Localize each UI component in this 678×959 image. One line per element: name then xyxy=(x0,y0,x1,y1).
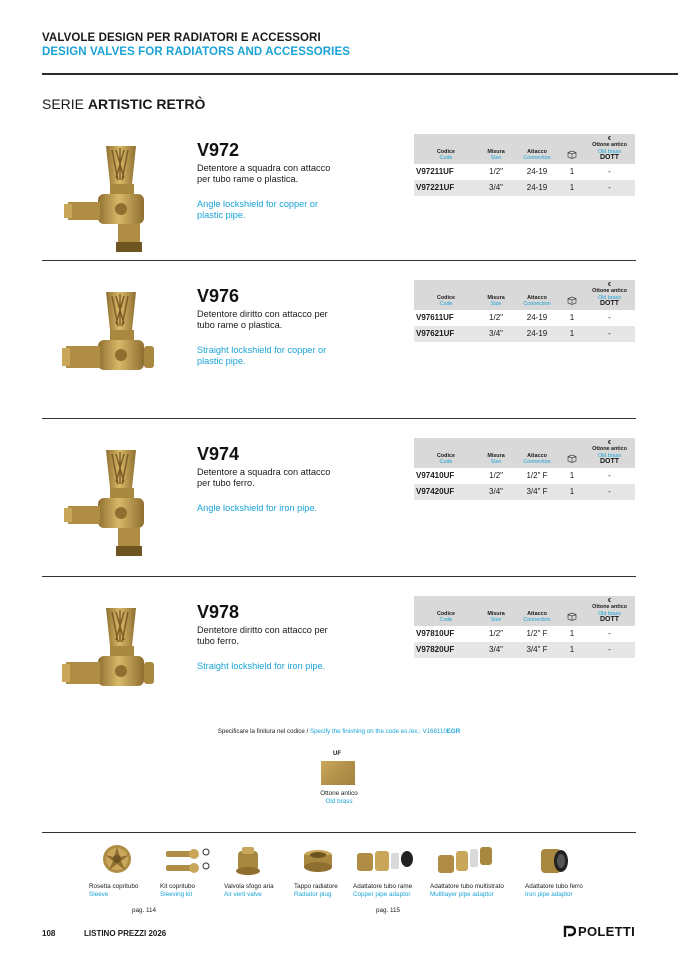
header-divider xyxy=(42,73,678,75)
row-size: 1/2" xyxy=(489,313,503,323)
row-size: 3/4" xyxy=(478,326,514,342)
row-price: - xyxy=(608,167,611,177)
accessory-sleeving-kit[interactable] xyxy=(160,843,234,898)
finish-note xyxy=(0,728,678,735)
accessory-sleeve[interactable] xyxy=(89,843,163,898)
row-size: 1/2" xyxy=(489,629,503,639)
accessory-label-en: Iron pipe adaptor xyxy=(525,890,573,898)
price-table xyxy=(414,438,635,500)
product-desc-it: Dentetore diritto con attacco per tubo ferro. xyxy=(197,625,328,646)
table-row xyxy=(414,310,635,326)
row-pack: 1 xyxy=(569,629,575,639)
row-connection: 3/4" F xyxy=(514,484,560,500)
serie-name: ARTISTIC RETRÒ xyxy=(87,96,206,112)
table-row xyxy=(414,326,635,342)
col-size: Misura Size xyxy=(478,280,514,310)
row-connection: 24-19 xyxy=(514,326,560,342)
sleeving-kit-icon xyxy=(160,843,230,879)
serie-prefix: SERIE xyxy=(42,96,85,112)
row-price: - xyxy=(584,642,635,658)
accessory-label-it: Adattatore tubo multistrato xyxy=(430,883,504,890)
col-size: Misura Size xyxy=(478,134,514,164)
row-code: V97420UF xyxy=(414,484,478,500)
col-pack xyxy=(560,596,584,626)
air-vent-valve-icon xyxy=(224,843,294,879)
copper-adaptor-icon xyxy=(353,843,423,879)
product-desc-en: Straight lockshield for iron pipe. xyxy=(197,661,326,671)
col-size: Misura Size xyxy=(478,596,514,626)
col-code: Codice Code xyxy=(414,596,478,626)
accessories-divider xyxy=(42,832,636,833)
row-code: V97221UF xyxy=(414,180,478,196)
table-row xyxy=(414,626,635,642)
row-pack: 1 xyxy=(560,642,584,658)
valve-image xyxy=(58,446,158,564)
poletti-logo xyxy=(563,924,635,939)
row-size: 3/4" xyxy=(478,642,514,658)
page-ref-right[interactable]: pag. 115 xyxy=(376,907,401,914)
accessory-air-vent-valve[interactable] xyxy=(224,843,298,898)
price-table xyxy=(414,596,635,658)
product-desc-en: Angle lockshield for iron pipe. xyxy=(197,503,318,513)
product-code: V972 xyxy=(197,140,240,160)
section-divider xyxy=(42,260,636,261)
box-icon xyxy=(567,150,577,159)
col-pack xyxy=(560,134,584,164)
col-price: € Ottone antico Old brass DOTT xyxy=(584,596,635,626)
row-price: - xyxy=(584,180,635,196)
col-pack xyxy=(560,280,584,310)
valve-image xyxy=(58,604,158,722)
row-code: V97810UF xyxy=(416,629,455,639)
row-connection: 24-19 xyxy=(514,180,560,196)
finish-swatch-label-it: Ottone antico xyxy=(320,790,358,797)
row-pack: 1 xyxy=(569,167,575,177)
page-ref-left[interactable]: pag. 114 xyxy=(132,907,157,914)
col-price: € Ottone antico Old brass DOTT xyxy=(584,134,635,164)
col-connection: Attacco Connection xyxy=(514,280,560,310)
row-size: 1/2" xyxy=(489,167,503,177)
product-desc-it: Detentore diritto con attacco per tubo rame o plastica. xyxy=(197,309,328,330)
price-table-header xyxy=(414,280,635,310)
row-code: V97621UF xyxy=(414,326,478,342)
product-code: V974 xyxy=(197,444,240,464)
page-number: 108 xyxy=(42,929,56,938)
accessory-iron-pipe-adaptor[interactable] xyxy=(525,843,599,898)
price-table xyxy=(414,134,635,196)
product-desc-en: Angle lockshield for copper or plastic pipe. xyxy=(197,199,319,220)
finish-swatch-code: UF xyxy=(333,751,341,757)
box-icon xyxy=(567,296,577,305)
price-table-header xyxy=(414,134,635,164)
price-table-header xyxy=(414,438,635,468)
accessory-label-it: Tappo radiatore xyxy=(294,883,338,890)
box-icon xyxy=(567,454,577,463)
accessory-label-en: Radiator plug xyxy=(294,890,332,898)
price-table xyxy=(414,280,635,342)
row-connection: 3/4" F xyxy=(514,642,560,658)
col-pack xyxy=(560,438,584,468)
footer-title: LISTINO PREZZI 2026 xyxy=(84,929,167,938)
finish-swatch-label xyxy=(0,790,678,805)
section-divider xyxy=(42,418,636,419)
accessory-label-it: Adattatore tubo ferro xyxy=(525,883,583,890)
product-desc-en: Straight lockshield for copper or plastic pipe. xyxy=(197,345,327,366)
accessory-label-it: Rosetta copritubo xyxy=(89,883,139,890)
table-row xyxy=(414,484,635,500)
accessory-label-en: Copper pipe adaptor xyxy=(353,890,411,898)
row-price: - xyxy=(584,326,635,342)
accessory-label-en: Air vent valve xyxy=(224,890,262,898)
row-connection: 24-19 xyxy=(526,313,548,323)
valve-image xyxy=(58,288,158,406)
table-row xyxy=(414,468,635,484)
finish-note-it: Specificare la finitura nel codice / xyxy=(217,728,310,735)
col-code: Codice Code xyxy=(414,280,478,310)
row-connection: 1/2" F xyxy=(526,629,548,639)
poletti-logo-text: POLETTI xyxy=(578,924,635,939)
row-code: V97820UF xyxy=(414,642,478,658)
row-pack: 1 xyxy=(569,313,575,323)
header-title-en: DESIGN VALVES FOR RADIATORS AND ACCESSORIES xyxy=(42,46,351,58)
valve-image xyxy=(58,142,158,260)
col-connection: Attacco Connection xyxy=(514,596,560,626)
col-code: Codice Code xyxy=(414,438,478,468)
accessory-label-en: Sleeving kit xyxy=(160,890,193,898)
row-connection: 24-19 xyxy=(526,167,548,177)
multilayer-adaptor-icon xyxy=(430,843,500,879)
col-price: € Ottone antico Old brass DOTT xyxy=(584,280,635,310)
finish-swatch-label-en: Old brass xyxy=(325,797,353,805)
row-price: - xyxy=(608,471,611,481)
col-code: Codice Code xyxy=(414,134,478,164)
row-pack: 1 xyxy=(560,326,584,342)
product-desc-it: Detentore a squadra con attacco per tubo rame o plastica. xyxy=(197,163,331,184)
section-divider xyxy=(42,576,636,577)
row-size: 3/4" xyxy=(478,484,514,500)
accessory-label-it: Valvola sfogo aria xyxy=(224,883,274,890)
poletti-logo-icon xyxy=(563,925,576,938)
row-code: V97410UF xyxy=(416,471,455,481)
finish-swatch xyxy=(321,761,355,785)
iron-adaptor-icon xyxy=(525,843,595,879)
product-desc-it: Detentore a squadra con attacco per tubo ferro. xyxy=(197,467,331,488)
header-title-it: VALVOLE DESIGN PER RADIATORI E ACCESSORI xyxy=(42,32,321,44)
row-size: 1/2" xyxy=(489,471,503,481)
accessory-label-it: Kit copritubo xyxy=(160,883,196,890)
col-size: Misura Size xyxy=(478,438,514,468)
table-row xyxy=(414,164,635,180)
accessory-multilayer-pipe-adaptor[interactable] xyxy=(430,843,504,898)
row-code: V97611UF xyxy=(416,313,454,323)
col-connection: Attacco Connection xyxy=(514,438,560,468)
accessory-copper-pipe-adaptor[interactable] xyxy=(353,843,427,898)
row-price: - xyxy=(608,629,611,639)
accessory-label-en: Sleeve xyxy=(89,890,109,898)
finish-note-suffix: EGR xyxy=(446,728,461,735)
row-price: - xyxy=(584,484,635,500)
product-code: V978 xyxy=(197,602,240,622)
row-code: V97211UF xyxy=(416,167,454,177)
col-price: € Ottone antico Old brass DOTT xyxy=(584,438,635,468)
box-icon xyxy=(567,612,577,621)
row-connection: 1/2" F xyxy=(526,471,548,481)
table-row xyxy=(414,180,635,196)
accessory-label-it: Adattatore tubo rame xyxy=(353,883,413,890)
row-pack: 1 xyxy=(560,484,584,500)
row-pack: 1 xyxy=(569,471,575,481)
col-connection: Attacco Connection xyxy=(514,134,560,164)
serie-title xyxy=(42,96,205,112)
row-price: - xyxy=(608,313,611,323)
row-pack: 1 xyxy=(560,180,584,196)
accessory-label-en: Multilayer pipe adaptor xyxy=(430,890,494,898)
product-code: V976 xyxy=(197,286,240,306)
finish-note-en: Specify the finishing on the code es./ex.: V168110 xyxy=(309,728,447,735)
price-table-header xyxy=(414,596,635,626)
table-row xyxy=(414,642,635,658)
row-size: 3/4" xyxy=(478,180,514,196)
rosette-icon xyxy=(89,843,159,879)
